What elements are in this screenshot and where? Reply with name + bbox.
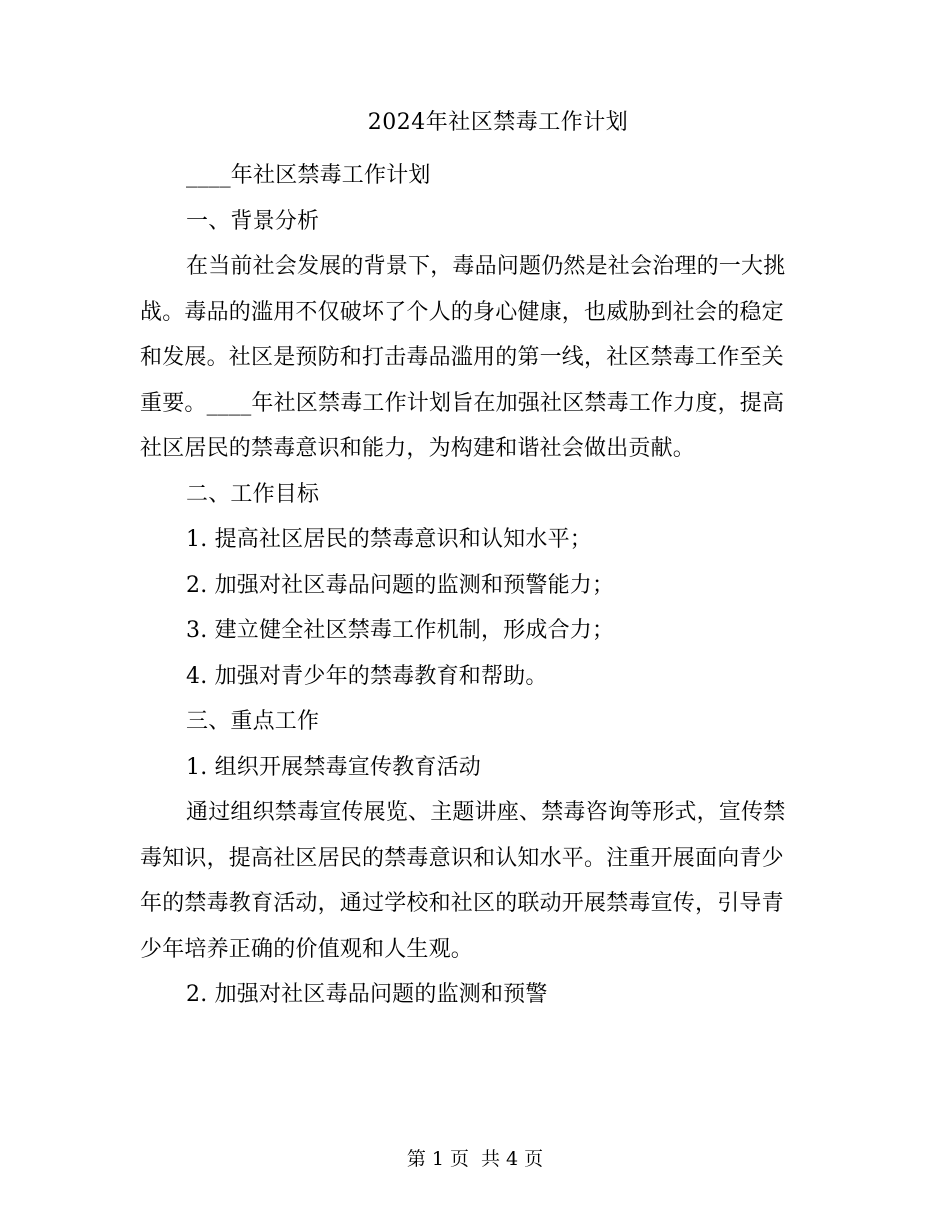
footer-total-pages: 4 xyxy=(506,1148,519,1170)
section-heading-background: 一、背景分析 xyxy=(186,208,320,234)
footer-prefix: 第 xyxy=(406,1148,426,1170)
document-body xyxy=(140,153,796,1018)
page-footer xyxy=(0,1146,950,1172)
document-subtitle: ____年社区禁毒工作计划 xyxy=(186,163,431,188)
document-title: 2024年社区禁毒工作计划 xyxy=(367,110,629,135)
footer-page-number: 1 xyxy=(431,1148,444,1170)
footer-middle: 页 共 xyxy=(449,1148,501,1170)
paragraph-background: 在当前社会发展的背景下，毒品问题仍然是社会治理的一大挑战。毒品的滥用不仅破坏了个人的身心健康，也威胁到社会的稳定和发展。社区是预防和打击毒品滥用的第一线，社区禁毒工作至关重要。____年社区禁毒工作计划旨在加强社区禁毒工作力度，提高社区居民的禁毒意识和能力，为构建和谐社会做出贡献。 xyxy=(140,254,786,461)
task-heading: 1. 组织开展禁毒宣传教育活动 xyxy=(186,754,481,780)
paragraph-task-1: 通过组织禁毒宣传展览、主题讲座、禁毒咨询等形式，宣传禁毒知识，提高社区居民的禁毒意识和认知水平。注重开展面向青少年的禁毒教育活动，通过学校和社区的联动开展禁毒宣传，引导青少年培养正确的价值观和人生观。 xyxy=(140,800,786,962)
section-heading-key-work: 三、重点工作 xyxy=(186,709,320,734)
goal-item: 1. 提高社区居民的禁毒意识和认知水平； xyxy=(186,527,592,552)
section-heading-goals: 二、工作目标 xyxy=(186,481,320,507)
goal-item: 3. 建立健全社区禁毒工作机制，形成合力； xyxy=(186,618,615,643)
goal-item: 4. 加强对青少年的禁毒教育和帮助。 xyxy=(186,663,548,689)
footer-suffix: 页 xyxy=(524,1148,544,1170)
goal-item: 2. 加强对社区毒品问题的监测和预警能力； xyxy=(186,572,615,598)
task-heading: 2. 加强对社区毒品问题的监测和预警 xyxy=(186,982,548,1007)
